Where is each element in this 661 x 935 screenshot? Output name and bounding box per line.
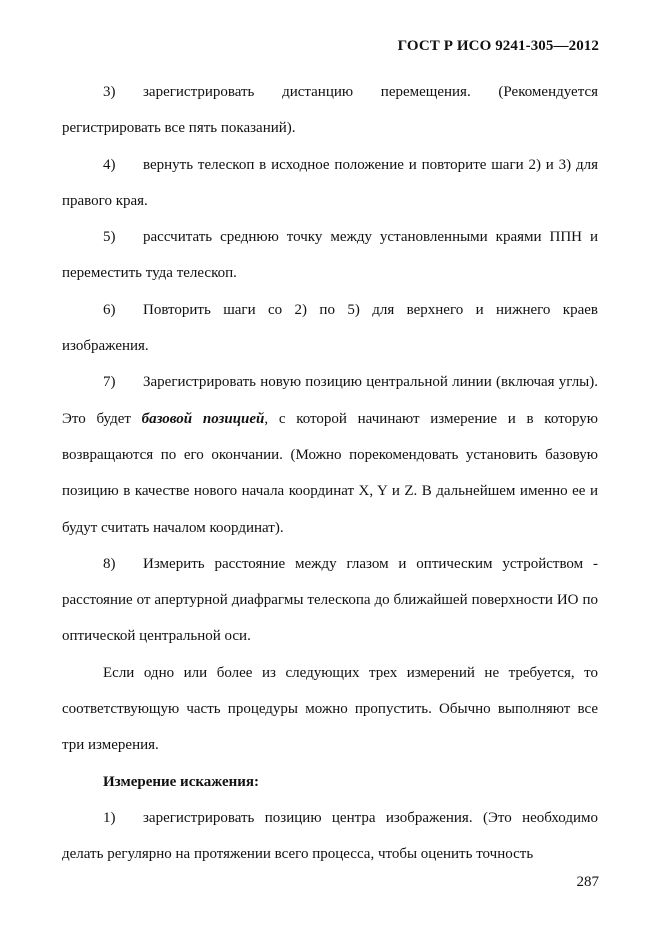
step-text: вернуть телескоп в исходное положение и повторите шаги 2) и 3) для правого края. [62,156,598,209]
step-text: зарегистрировать позицию центра изображения. (Это необходимо делать регулярно на протяжении всего процесса, чтобы оценить точность [62,809,598,863]
step-number: 8) [103,555,116,572]
step-item-8 [62,546,598,655]
step-item-3 [62,74,598,147]
step-text: Повторить шаги со 2) по 5) для верхнего и нижнего краев изображения. [62,301,598,355]
distortion-step-item-1 [62,800,598,873]
step-number: 5) [103,229,116,246]
note-paragraph: Если одно или более из следующих трех измерений не требуется, то соответствующую часть процедуры можно пропустить. Обычно выполняют все три измерения. [62,664,598,754]
step-text: рассчитать среднюю точку между установленными краями ППН и переместить туда телескоп. [62,229,598,282]
step-item-5 [62,219,598,292]
step-text: зарегистрировать дистанцию перемещения. (Рекомендуется регистрировать все пять показаний). [62,84,598,137]
document-code-header: ГОСТ Р ИСО 9241-305—2012 [397,38,599,54]
step-item-4 [62,147,598,220]
step-number: 7) [103,374,116,391]
page-body [62,74,598,873]
step-number: 6) [103,301,116,318]
step-text: Измерить расстояние между глазом и оптическим устройством - расстояние от апертурной диафрагмы телескопа до ближайшей поверхности ИО по оптической центральной оси. [62,555,598,645]
step-number: 1) [103,809,116,826]
step-number: 3) [103,84,116,100]
defined-term: базовой позицией [141,410,265,427]
step-item-7 [62,364,598,545]
page-number: 287 [576,874,599,890]
section-heading: Измерение искажения: [103,773,259,790]
step-text-after-term: , с которой начинают измерение и в которую возвращаются по его окончании. (Можно порекомендовать установить базовую позицию в качестве нового начала координат X, Y и Z. В дальнейшем именно ее и будут считать началом координат). [62,410,598,536]
step-number: 4) [103,156,116,173]
step-text-before-term: Зарегистрировать новую позицию центральной линии (включая углы). Это будет [62,374,598,427]
step-item-6 [62,292,598,365]
